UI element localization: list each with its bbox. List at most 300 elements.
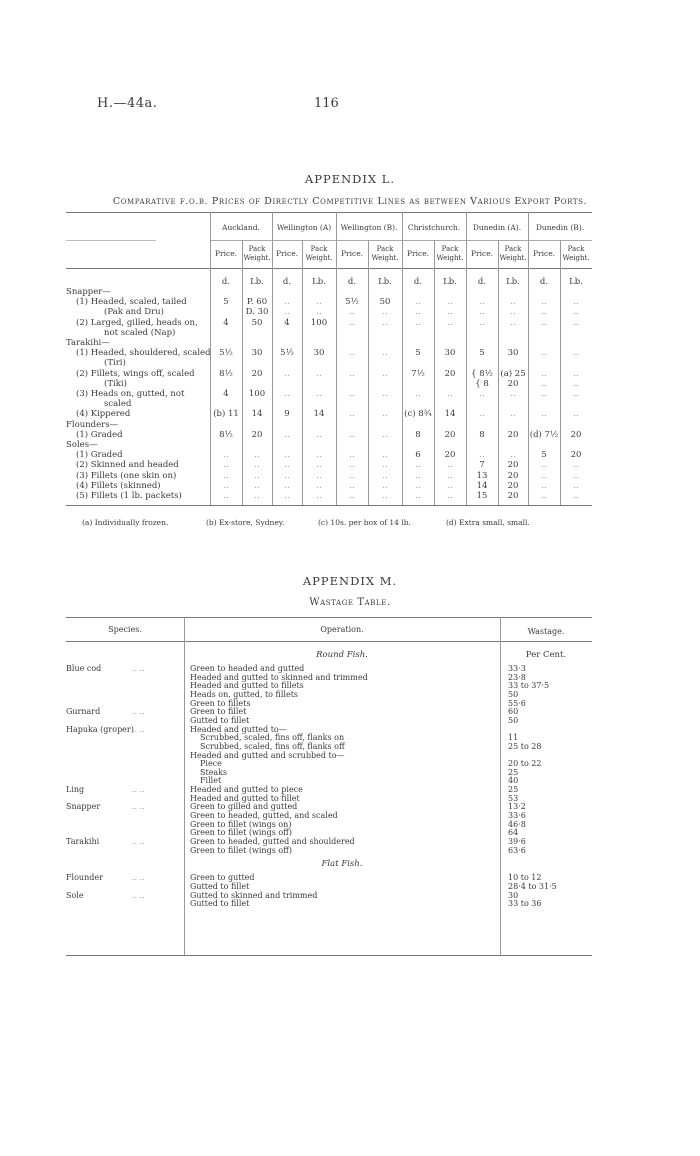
price-cell: .. (254, 470, 260, 481)
wastage-value: 64 (508, 828, 519, 838)
rule-header-bottom (66, 641, 592, 642)
rule-top (66, 617, 592, 618)
unit-d: d. (477, 277, 487, 287)
price-cell: .. (382, 307, 388, 318)
price-cell: 4 (223, 317, 229, 328)
unit-lb: Lb. (506, 277, 520, 287)
wastage-value: 13·2 (508, 802, 526, 812)
price-cell: 30 (507, 348, 519, 359)
price-cell: 8½ (219, 429, 233, 440)
operation-text: Gutted to fillet (190, 715, 250, 725)
unit-lb: Lb. (378, 277, 392, 287)
price-cell: .. (541, 409, 547, 420)
price-subheader: Price. (406, 249, 430, 258)
price-cell: .. (382, 470, 388, 481)
price-cell: .. (573, 297, 579, 308)
price-cell: 5½ (345, 297, 359, 308)
price-cell: .. (316, 389, 322, 399)
footnote: (d) Extra small, small. (446, 518, 530, 527)
appendix-l-subtitle: Comparative f.o.b. Prices of Directly Competitive Lines as between Various Export Ports. (112, 196, 588, 207)
appendix-m-title: APPENDIX M. (302, 574, 398, 588)
price-cell: 100 (310, 317, 328, 328)
port-header: Christchurch. (407, 223, 461, 232)
price-cell: .. (382, 317, 388, 328)
species-name: Sole (66, 890, 84, 900)
row-label: scaled (104, 399, 132, 410)
appendix-m-subtitle: Wastage Table. (309, 597, 391, 608)
operation-text: Gutted to fillet (190, 881, 250, 891)
price-cell: .. (510, 409, 516, 420)
price-cell: .. (541, 368, 547, 379)
price-cell: .. (382, 460, 388, 471)
unit-lb: Lb. (443, 277, 457, 287)
species-name: Snapper (66, 802, 101, 812)
price-cell: .. (447, 480, 453, 491)
price-cell: .. (382, 429, 388, 440)
unit-lb: Lb. (312, 277, 326, 287)
price-cell: .. (316, 460, 322, 471)
price-cell: 15 (476, 491, 488, 501)
price-cell: .. (349, 317, 355, 328)
unit-lb: Lb. (569, 277, 583, 287)
price-cell: .. (573, 378, 579, 389)
pack-weight-subheader: Pack Weight. (305, 245, 333, 262)
row-label: not scaled (Nap) (104, 327, 176, 338)
price-cell: .. (284, 480, 290, 491)
species-name: Blue cod (66, 664, 102, 673)
price-cell: .. (349, 368, 355, 379)
row-label: (2) Fillets, wings off, scaled (76, 368, 195, 379)
pack-weight-subheader: Pack Weight. (499, 245, 527, 262)
unit-d: d. (347, 277, 357, 287)
price-cell: { 8 (475, 378, 489, 389)
price-cell: 14 (444, 409, 456, 420)
species-header: Species. (108, 625, 142, 634)
wastage-value: 33 to 37·5 (508, 681, 550, 691)
price-cell: .. (349, 429, 355, 440)
wastage-value: 60 (508, 707, 519, 717)
leader-dots: .. .. (132, 664, 145, 673)
price-cell: .. (447, 317, 453, 328)
price-cell: 20 (251, 368, 263, 379)
price-cell: 50 (379, 297, 391, 308)
price-cell: 30 (313, 348, 325, 359)
operation-text: Piece (200, 759, 222, 769)
appendix-l-title: APPENDIX L. (304, 172, 396, 186)
round-fish-heading: Round Fish. (316, 650, 368, 660)
price-cell: .. (510, 389, 516, 399)
wastage-value: 23·8 (508, 672, 526, 682)
price-cell: 5 (479, 348, 485, 359)
leader-dots: .. .. (132, 890, 145, 900)
price-cell: .. (541, 297, 547, 308)
wastage-value: 50 (508, 689, 519, 699)
row-label: Tarakihi— (66, 338, 110, 348)
price-cell: .. (479, 297, 485, 308)
price-cell: 8 (415, 429, 421, 440)
pack-weight-subheader: Pack Weight. (243, 245, 271, 262)
price-cell: .. (479, 389, 485, 399)
price-cell: 20 (444, 368, 456, 379)
price-cell: .. (479, 450, 485, 461)
price-cell: .. (415, 480, 421, 491)
wastage-value: 25 (508, 767, 519, 777)
price-cell: .. (316, 368, 322, 379)
row-label: Snapper— (66, 287, 111, 297)
price-cell: .. (382, 450, 388, 461)
price-cell: 20 (507, 491, 519, 501)
price-cell: .. (349, 307, 355, 318)
pack-weight-subheader: Pack Weight. (371, 245, 399, 262)
price-cell: .. (447, 307, 453, 318)
price-cell: .. (415, 297, 421, 308)
operation-text: Gutted to fillet (190, 899, 250, 909)
price-cell: .. (447, 389, 453, 399)
price-cell: .. (382, 348, 388, 359)
per-cent-label: Per Cent. (525, 650, 567, 660)
price-cell: 5 (223, 297, 229, 308)
price-cell: .. (284, 470, 290, 481)
price-cell: .. (479, 307, 485, 318)
price-cell: .. (284, 307, 290, 318)
operation-text: Gutted to skinned and trimmed (190, 890, 318, 900)
price-cell: .. (541, 378, 547, 389)
wastage-value: 55·6 (508, 698, 526, 708)
price-cell: .. (447, 297, 453, 308)
price-cell: 30 (251, 348, 263, 359)
price-cell: .. (415, 470, 421, 481)
row-label: (5) Fillets (1 lb. packets) (76, 491, 182, 501)
price-cell: .. (254, 450, 260, 461)
price-cell: .. (349, 450, 355, 461)
price-cell: .. (316, 429, 322, 440)
row-label: (3) Heads on, gutted, not (76, 389, 185, 399)
price-cell: .. (510, 307, 516, 318)
operation-text: Green to headed, gutted, and scaled (190, 811, 338, 821)
price-cell: 20 (507, 480, 519, 491)
price-cell: .. (349, 460, 355, 471)
port-header: Wellington (B). (340, 223, 398, 232)
operation-header: Operation. (320, 625, 364, 634)
footnote: (b) Ex-store, Sydney. (206, 518, 285, 527)
species-name: Gurnard (66, 707, 101, 717)
price-cell: .. (573, 491, 579, 501)
price-cell: .. (573, 368, 579, 379)
price-cell: .. (541, 307, 547, 318)
price-cell: 5½ (280, 348, 294, 359)
operation-text: Green to headed, gutted and shouldered (190, 837, 355, 846)
price-cell: .. (316, 491, 322, 501)
operation-text: Headed and gutted and scrubbed to— (190, 750, 345, 760)
price-cell: .. (284, 450, 290, 461)
price-cell: .. (349, 389, 355, 399)
operation-text: Headed and gutted to fillets (190, 681, 304, 691)
wastage-value: 25 to 28 (508, 741, 542, 751)
price-cell: .. (510, 450, 516, 461)
operation-text: Green to gilled and gutted (190, 802, 298, 812)
row-label: (1) Headed, scaled, tailed (76, 297, 187, 308)
operation-text: Headed and gutted to— (190, 724, 287, 734)
operation-text: Headed and gutted to piece (190, 785, 303, 795)
price-cell: .. (573, 460, 579, 471)
price-cell: .. (316, 470, 322, 481)
price-cell: .. (415, 389, 421, 399)
price-subheader: Price. (532, 249, 556, 258)
wastage-value: 53 (508, 793, 519, 803)
price-cell: 4 (223, 389, 229, 399)
price-cell: .. (510, 317, 516, 328)
price-cell: .. (254, 460, 260, 471)
price-cell: .. (316, 450, 322, 461)
row-label: (1) Graded (76, 429, 123, 440)
unit-d: d. (413, 277, 423, 287)
price-cell: .. (415, 460, 421, 471)
price-subheader: Price. (214, 249, 238, 258)
price-cell: 20 (507, 470, 519, 481)
price-cell: 20 (444, 429, 456, 440)
price-cell: .. (447, 470, 453, 481)
operation-text: Green to gutted (190, 873, 255, 883)
operation-text: Green to fillets (190, 698, 251, 708)
price-cell: 8½ (219, 368, 233, 379)
price-cell: .. (541, 480, 547, 491)
price-cell: 14 (476, 480, 488, 491)
price-cell: 30 (444, 348, 456, 359)
price-cell: 4 (284, 317, 290, 328)
price-cell: .. (573, 409, 579, 420)
price-cell: .. (382, 491, 388, 501)
wastage-value: 33·6 (508, 811, 526, 821)
price-cell: .. (223, 470, 229, 481)
price-cell: 6 (415, 450, 421, 461)
rule-bottom (66, 505, 592, 506)
price-subheader: Price. (340, 249, 364, 258)
wastage-value: 50 (508, 715, 519, 725)
price-cell: 13 (476, 470, 488, 481)
port-header: Dunedin (A). (472, 223, 522, 232)
port-header: Dunedin (B). (535, 223, 585, 232)
price-cell: (d) 7½ (529, 429, 559, 440)
row-label: (2) Skinned and headed (76, 460, 179, 471)
price-cell: .. (284, 429, 290, 440)
wastage-value: 63·6 (508, 845, 526, 855)
species-name: Hapuka (groper) (66, 724, 134, 734)
footnote: (a) Individually frozen. (82, 518, 169, 527)
footnote: (c) 10s. per box of 14 lb. (318, 518, 411, 527)
wastage-header: Wastage. (527, 627, 565, 636)
page-number: 116 (314, 96, 339, 111)
row-label: (1) Graded (76, 450, 123, 461)
rule-stub (66, 240, 156, 241)
price-cell: 9 (284, 409, 290, 420)
price-cell: P. 60 (246, 297, 268, 308)
row-label: (1) Headed, shouldered, scaled (76, 348, 211, 359)
price-cell: .. (223, 480, 229, 491)
price-cell: .. (284, 460, 290, 471)
price-cell: .. (541, 491, 547, 501)
row-label: (3) Fillets (one skin on) (76, 470, 177, 481)
species-name: Ling (66, 785, 85, 795)
price-cell: .. (415, 317, 421, 328)
price-cell: .. (573, 348, 579, 359)
price-cell: .. (541, 460, 547, 471)
wastage-value: 33·3 (508, 664, 526, 673)
price-cell: .. (223, 460, 229, 471)
rule-header (210, 240, 592, 241)
price-cell: 5½ (219, 348, 233, 359)
price-cell: .. (447, 491, 453, 501)
operation-text: Headed and gutted to fillet (190, 793, 300, 803)
wastage-value: 30 (508, 890, 519, 900)
price-cell: .. (382, 368, 388, 379)
port-header: Wellington (A) (276, 223, 332, 232)
unit-lb: Lb. (250, 277, 264, 287)
document-reference: H.—44a. (97, 96, 158, 111)
price-cell: .. (382, 480, 388, 491)
price-cell: .. (415, 491, 421, 501)
price-cell: 7 (479, 460, 485, 471)
operation-text: Fillet (200, 776, 222, 786)
unit-d: d. (282, 277, 292, 287)
operation-text: Green to headed and gutted (190, 664, 305, 673)
leader-dots: .. .. (132, 802, 145, 812)
price-cell: .. (349, 480, 355, 491)
price-subheader: Price. (470, 249, 494, 258)
price-cell: .. (284, 368, 290, 379)
row-label: (Tiki) (104, 378, 127, 389)
rule-header-bottom (66, 268, 592, 269)
price-cell: (b) 11 (213, 409, 239, 420)
price-cell: 20 (444, 450, 456, 461)
operation-text: Heads on, gutted, to fillets (190, 689, 299, 699)
price-cell: .. (284, 491, 290, 501)
price-cell: 20 (570, 450, 582, 461)
price-cell: .. (447, 460, 453, 471)
operation-text: Green to fillet (190, 707, 247, 717)
price-cell: 20 (507, 429, 519, 440)
column-divider (500, 617, 501, 955)
price-cell: 5 (541, 450, 547, 461)
operation-text: Green to fillet (wings off) (190, 828, 292, 838)
unit-d: d. (221, 277, 231, 287)
price-cell: 20 (507, 460, 519, 471)
price-cell: .. (415, 307, 421, 318)
pack-weight-subheader: Pack Weight. (436, 245, 464, 262)
row-label: (4) Kippered (76, 409, 131, 420)
price-cell: .. (573, 307, 579, 318)
row-label: (Tiri) (104, 358, 126, 369)
row-label: (Pak and Dru) (104, 307, 164, 318)
operation-text: Scrubbed, scaled, fins off, flanks off (200, 741, 345, 751)
price-cell: .. (284, 297, 290, 308)
price-cell: 100 (248, 389, 266, 399)
operation-text: Green to fillet (wings off) (190, 845, 292, 855)
operation-text: Headed and gutted to skinned and trimmed (190, 672, 368, 682)
port-header: Auckland. (222, 223, 260, 232)
price-cell: .. (284, 389, 290, 399)
species-name: Flounder (66, 873, 103, 883)
wastage-value: 20 to 22 (508, 759, 542, 769)
wastage-value: 28·4 to 31·5 (508, 881, 557, 891)
price-cell: .. (316, 297, 322, 308)
price-cell: .. (541, 389, 547, 399)
price-cell: .. (541, 317, 547, 328)
price-cell: .. (223, 450, 229, 461)
row-label: Soles— (66, 440, 98, 450)
price-cell: 50 (251, 317, 263, 328)
price-subheader: Price. (275, 249, 299, 258)
price-cell: .. (382, 409, 388, 420)
price-cell: 5 (415, 348, 421, 359)
row-label: (4) Fillets (skinned) (76, 480, 161, 491)
price-cell: .. (382, 389, 388, 399)
flat-fish-heading: Flat Fish. (321, 859, 363, 870)
wastage-value: 10 to 12 (508, 873, 542, 883)
unit-d: d. (539, 277, 549, 287)
price-cell: 8 (479, 429, 485, 440)
price-cell: .. (573, 317, 579, 328)
species-name: Tarakihi (66, 837, 100, 846)
price-cell: D. 30 (245, 307, 269, 318)
price-cell: .. (349, 348, 355, 359)
wastage-value: 46·8 (508, 819, 526, 829)
price-cell: 20 (570, 429, 582, 440)
operation-text: Scrubbed, scaled, fins off, flanks on (200, 733, 345, 743)
leader-dots: .. .. (132, 837, 145, 846)
price-cell: .. (254, 480, 260, 491)
column-divider (184, 617, 185, 955)
price-cell: .. (479, 317, 485, 328)
price-cell: .. (316, 480, 322, 491)
price-cell: .. (349, 470, 355, 481)
price-cell: .. (349, 409, 355, 420)
price-cell: 20 (251, 429, 263, 440)
price-cell: .. (573, 480, 579, 491)
pack-weight-subheader: Pack Weight. (562, 245, 590, 262)
operation-text: Steaks (200, 767, 228, 777)
operation-text: Green to fillet (wings on) (190, 819, 292, 829)
price-cell: { 8½ (471, 368, 493, 379)
row-label: (2) Larged, gilled, heads on, (76, 317, 198, 328)
price-cell: .. (479, 409, 485, 420)
row-label: Flounders— (66, 419, 119, 430)
rule-bottom (66, 955, 592, 956)
price-cell: .. (349, 491, 355, 501)
price-cell: (c) 8¾ (404, 409, 432, 420)
leader-dots: .. .. (132, 785, 145, 795)
price-cell: .. (510, 297, 516, 308)
price-cell: .. (541, 470, 547, 481)
wastage-value: 39·6 (508, 837, 526, 846)
price-cell: 20 (507, 378, 519, 389)
wastage-value: 25 (508, 785, 519, 795)
price-cell: .. (316, 307, 322, 318)
wastage-value: 33 to 36 (508, 899, 542, 909)
price-cell: .. (223, 491, 229, 501)
price-cell: .. (254, 491, 260, 501)
price-cell: .. (573, 389, 579, 399)
price-cell: .. (573, 470, 579, 481)
price-cell: 14 (313, 409, 325, 420)
leader-dots: .. .. (132, 707, 145, 717)
price-cell: .. (541, 348, 547, 359)
leader-dots: .. .. (132, 724, 145, 734)
wastage-value: 11 (508, 733, 519, 743)
price-cell: (a) 25 (500, 368, 526, 379)
wastage-value: 40 (508, 776, 519, 786)
rule-top (66, 212, 592, 213)
leader-dots: .. .. (132, 873, 145, 883)
